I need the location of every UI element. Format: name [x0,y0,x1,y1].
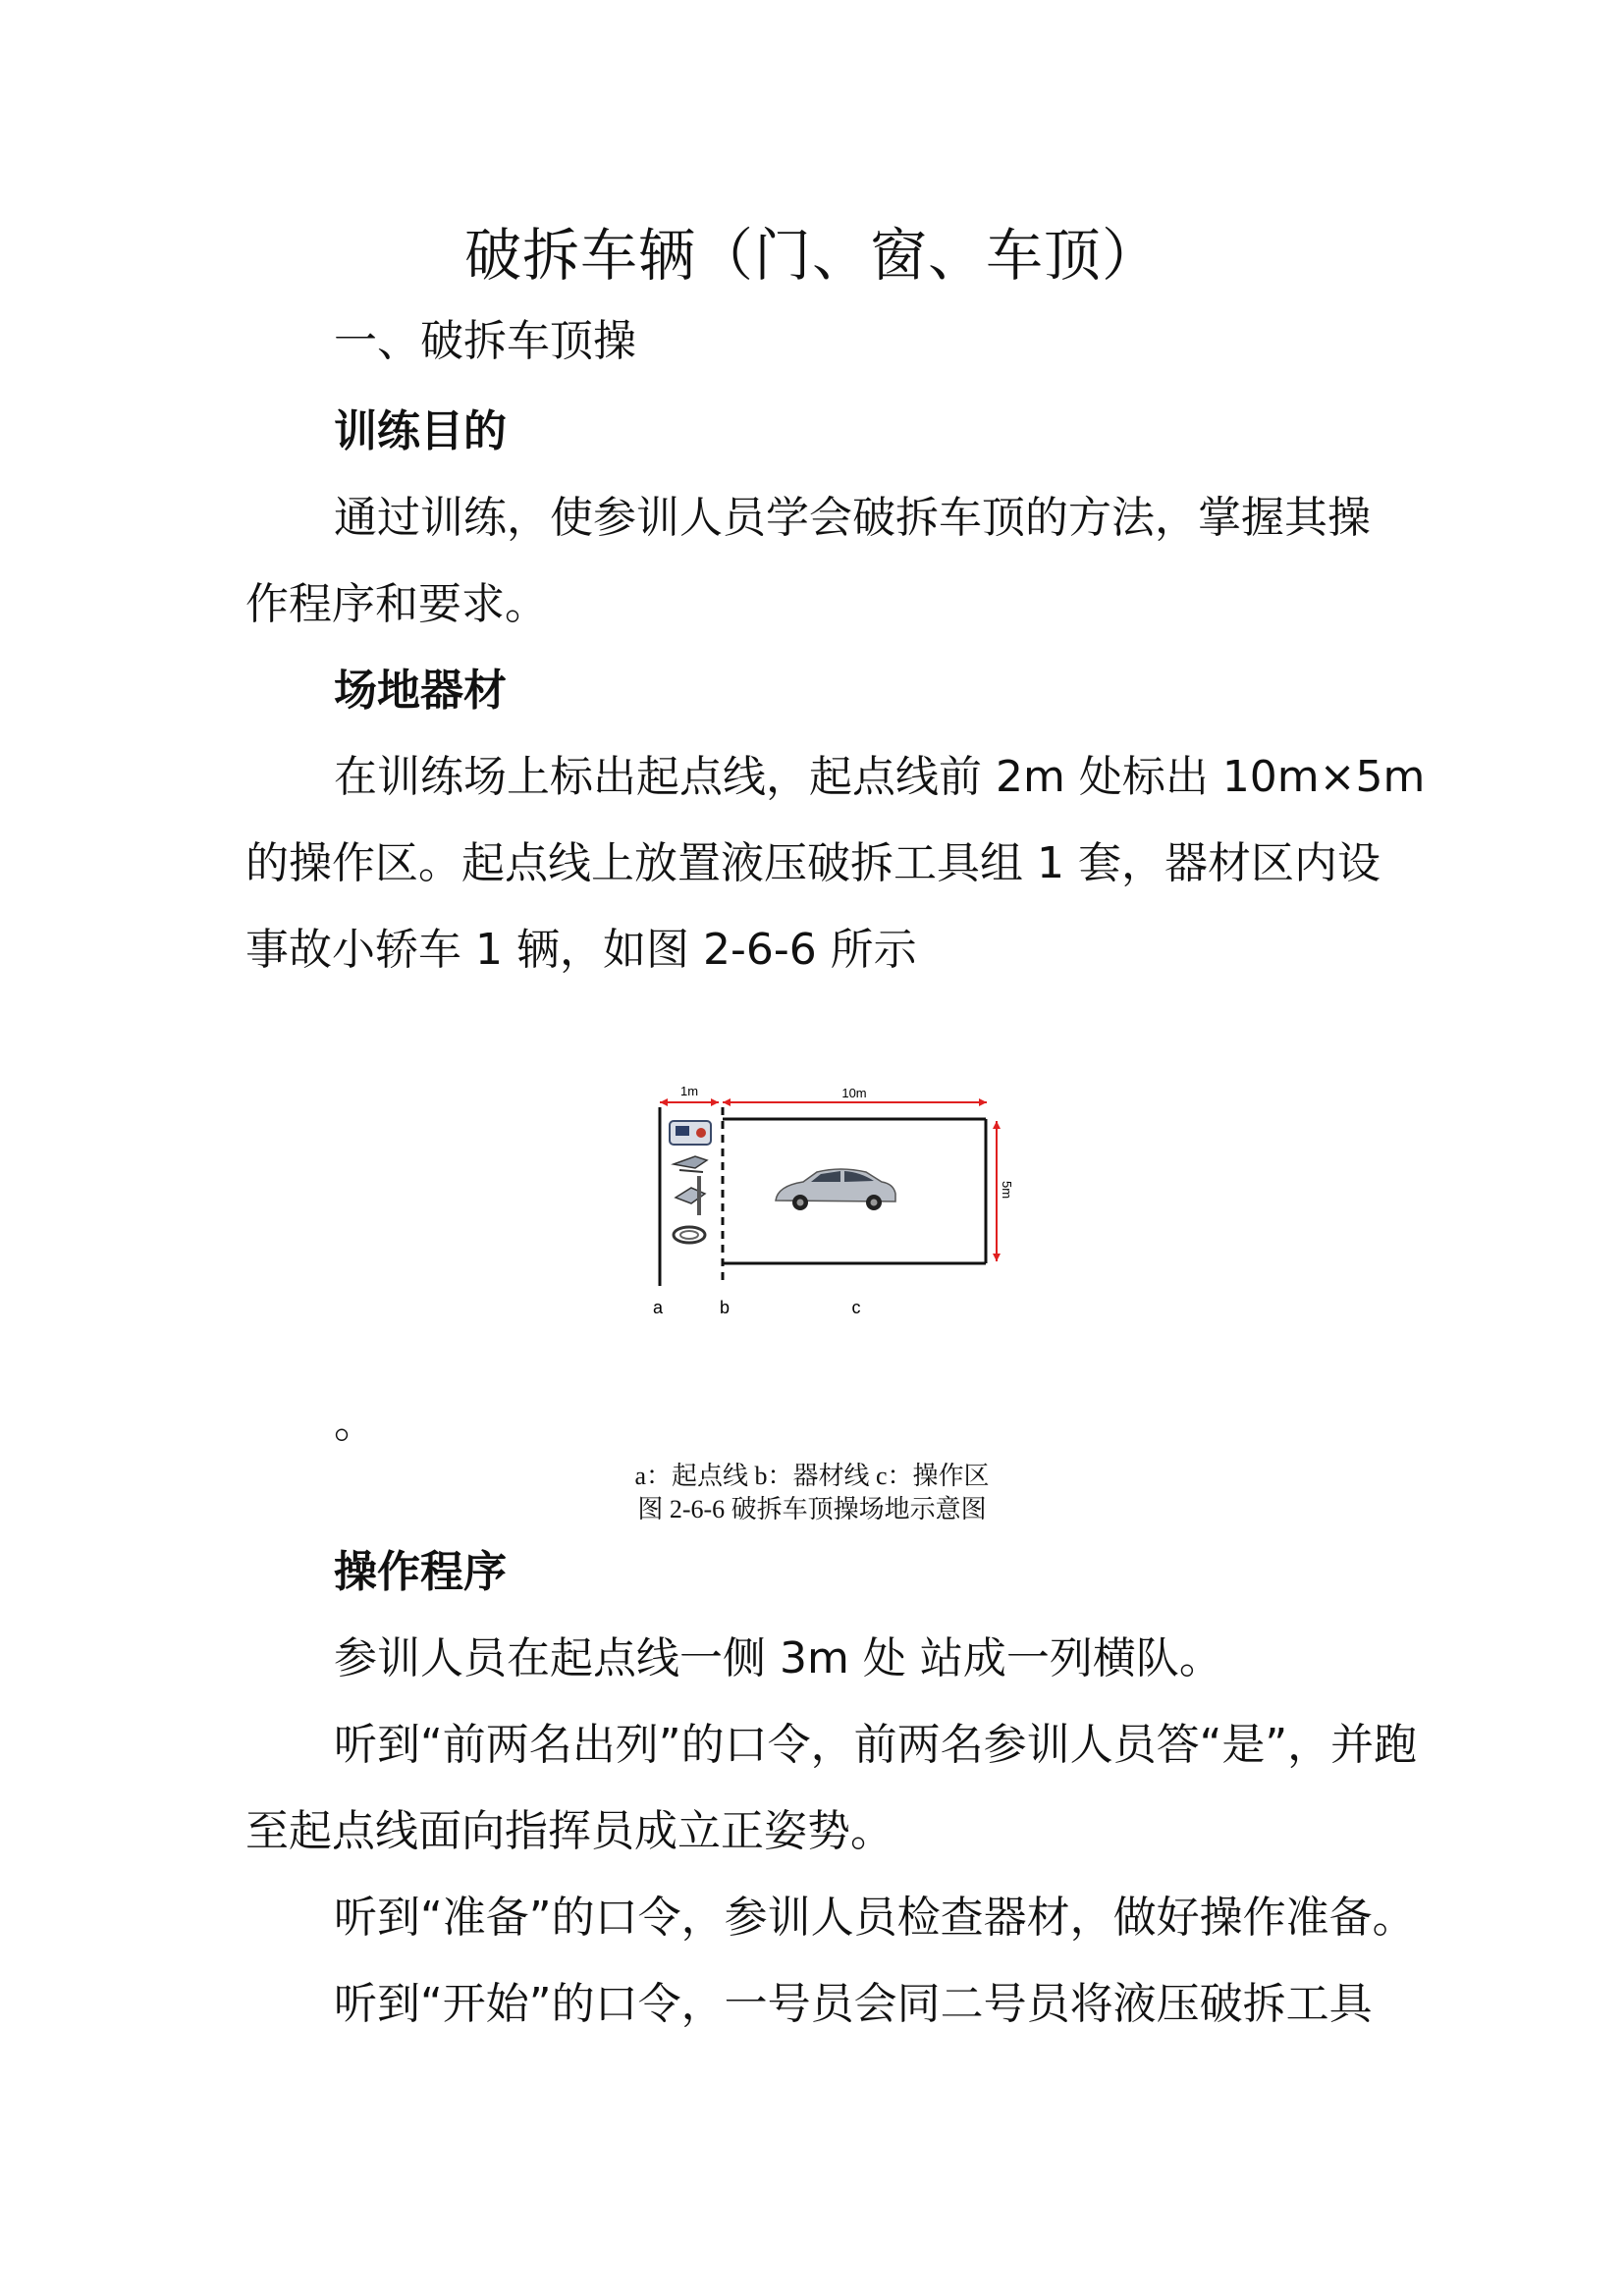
procedure-step: 至起点线面向指挥员成立正姿势。 [245,1806,893,1856]
label-b: b [719,1298,731,1317]
stray-period: 。 [334,1398,377,1448]
spreader-tool-icon [674,1156,707,1172]
arrowhead [711,1098,719,1106]
arrowhead [660,1098,668,1106]
equipment-text-line: 的操作区。起点线上放置液压破拆工具组 1 套，器材区内设 [245,838,1380,888]
hose-reel-icon [674,1227,705,1243]
arrowhead [979,1098,987,1106]
dimension-5m-label: 5m [1000,1180,1014,1200]
accident-car-icon [776,1169,895,1210]
purpose-text-line: 作程序和要求。 [245,579,548,629]
procedure-heading: 操作程序 [334,1547,507,1597]
arrowhead [723,1098,731,1106]
label-c: c [851,1298,861,1317]
site-diagram [589,1070,1060,1325]
hydraulic-pump-icon [670,1121,711,1145]
procedure-step: 听到“开始”的口令，一号员会同二号员将液压破拆工具 [334,1979,1373,2029]
figure-legend: a：起点线 b：器材线 c：操作区 [634,1462,990,1490]
equipment-text-line: 事故小轿车 1 辆，如图 2-6-6 所示 [245,925,917,975]
equipment-text-line: 在训练场上标出起点线，起点线前 2m 处标出 10m×5m [334,752,1426,802]
cutter-tool-icon [676,1176,705,1215]
dimension-10m-label: 10m [841,1086,867,1100]
page-title: 破拆车辆（门、窗、车顶） [463,222,1160,289]
procedure-step: 听到“准备”的口令，参训人员检查器材，做好操作准备。 [334,1893,1416,1943]
purpose-text-line: 通过训练，使参训人员学会破拆车顶的方法，掌握其操 [334,493,1371,543]
arrowhead [993,1121,1001,1129]
figure-caption: 图 2-6-6 破拆车顶操场地示意图 [637,1495,987,1523]
procedure-step: 参训人员在起点线一侧 3m 处 站成一列横队。 [334,1633,1222,1683]
arrowhead [993,1254,1001,1261]
dimension-1m-label: 1m [679,1084,699,1098]
equipment-heading: 场地器材 [334,666,507,716]
section-heading: 一、破拆车顶操 [334,316,636,366]
procedure-step: 听到“前两名出列”的口令，前两名参训人员答“是”，并跑 [334,1720,1418,1770]
purpose-heading: 训练目的 [334,406,507,456]
label-a: a [652,1298,664,1317]
